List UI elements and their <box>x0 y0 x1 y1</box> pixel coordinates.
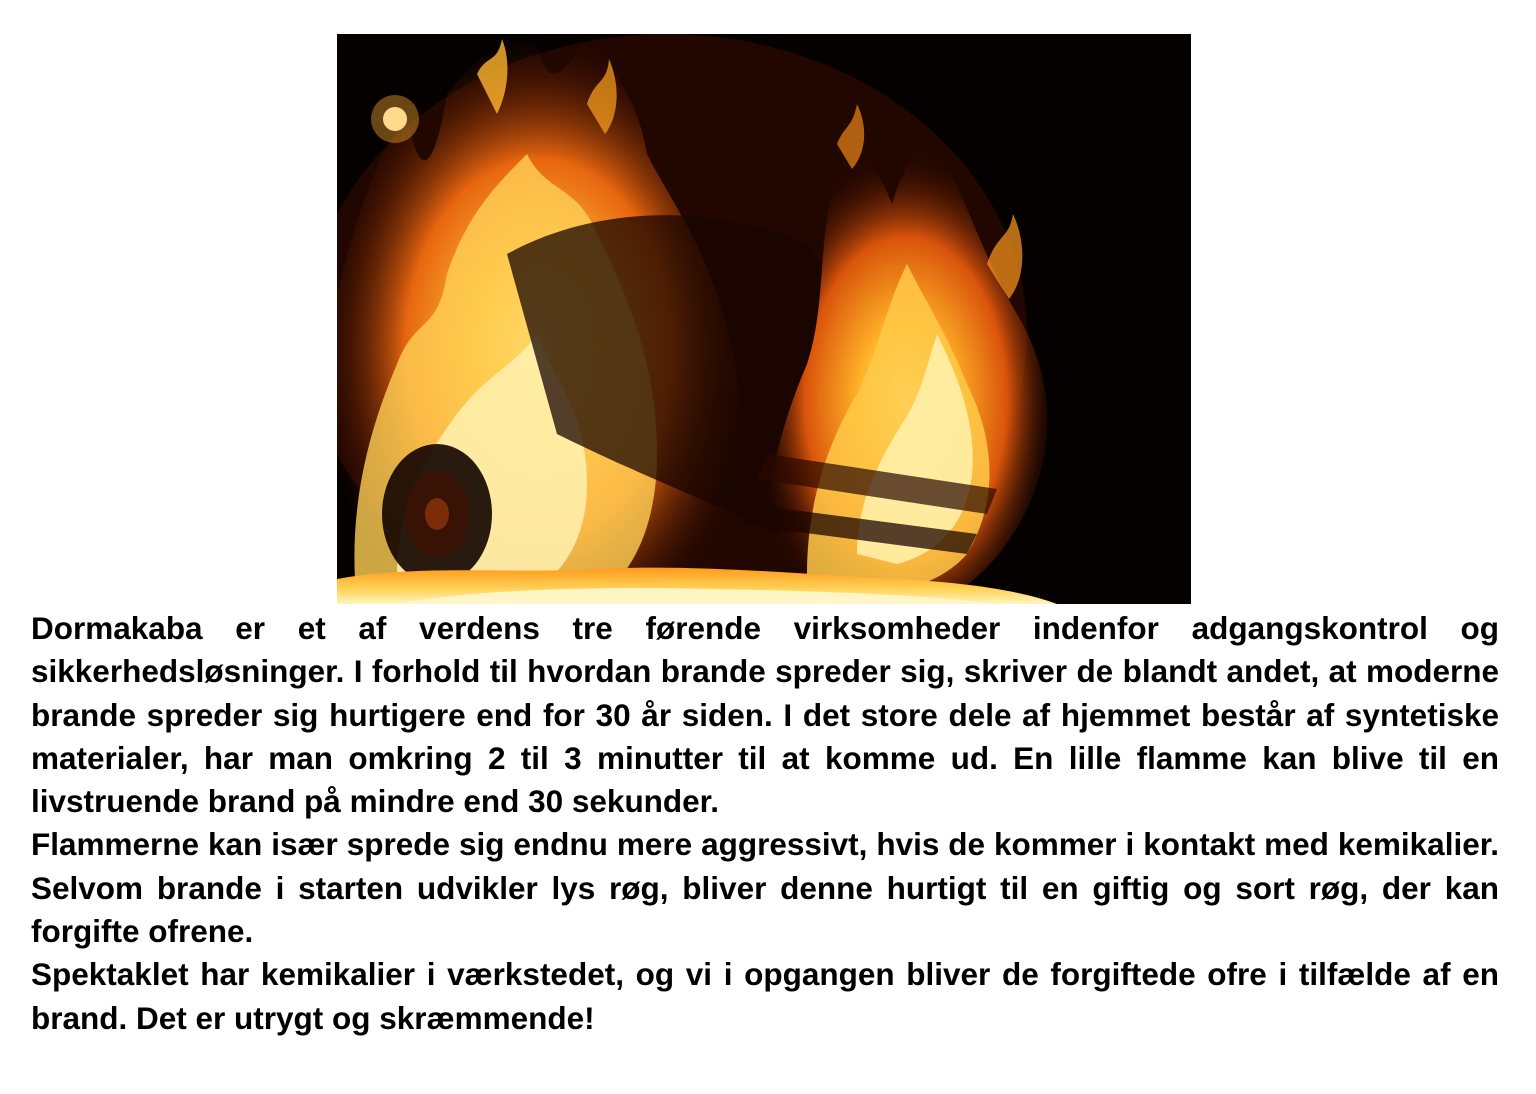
paragraph-intro: Dormakaba er et af verdens tre førende virksomheder indenfor adgangskontrol og sikkerhedsløsninger. I forhold til hvordan brande spreder sig, skriver de blandt andet, at moderne brande spreder sig hurtigere end for 30 år siden. I det store dele af hjemmet består af syntetiske materialer, har man omkring 2 til 3 minutter til at komme ud. En lille flamme kan blive til en livstruende brand på mindre end 30 sekunder. <box>31 610 1499 820</box>
paragraph-chemicals: Flammerne kan især sprede sig endnu mere aggressivt, hvis de kommer i kontakt med kemikalier. Selvom brande i starten udvikler lys røg, bliver denne hurtigt til en giftig og sort røg, der kan forgifte ofrene. <box>31 826 1499 950</box>
article-text <box>31 607 1499 1040</box>
paragraph-conclusion: Spektaklet har kemikalier i værkstedet, og vi i opgangen bliver de forgiftede ofre i tilfælde af en brand. Det er utrygt og skræmmende! <box>31 956 1499 1036</box>
burning-car-icon <box>337 34 1191 604</box>
burning-car-photo <box>337 34 1191 604</box>
